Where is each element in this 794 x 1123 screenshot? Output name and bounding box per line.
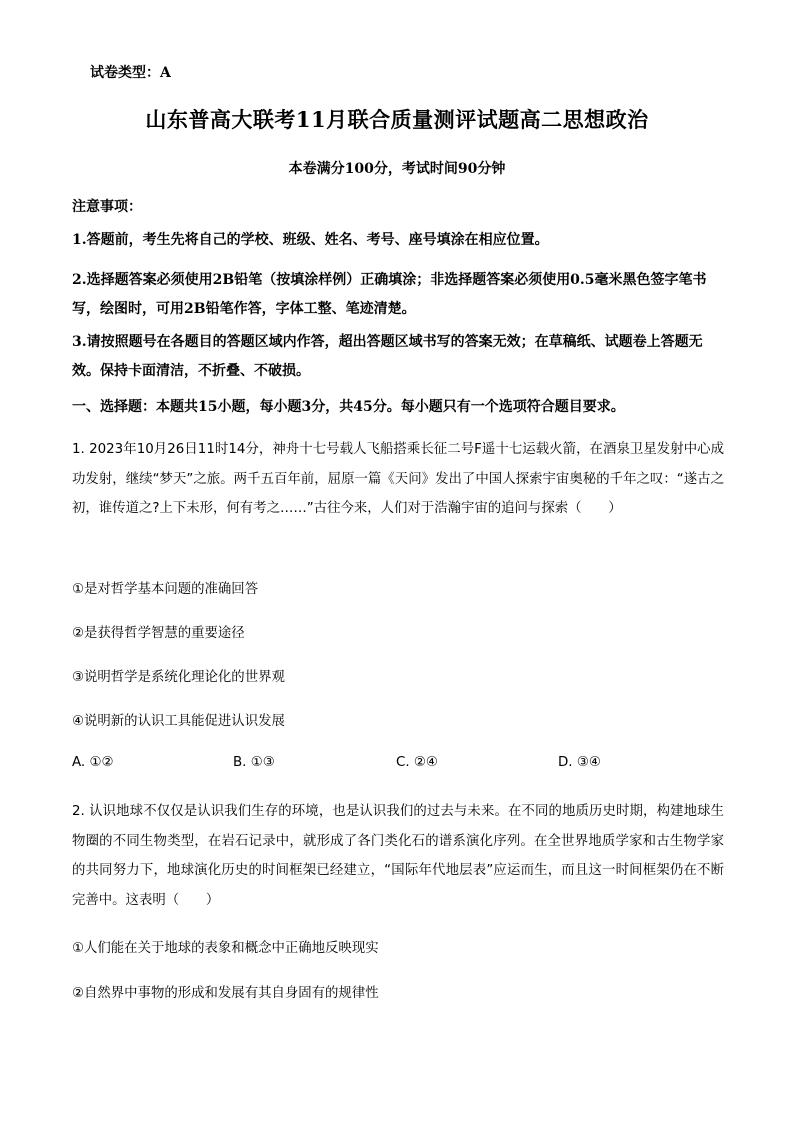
question-1-choice-b: B. ①③ [233,755,275,770]
question-1-choice-c: C. ②④ [396,755,438,770]
question-1-choice-a: A. ①② [72,755,114,770]
question-1-statement-1: ①是对哲学基本问题的准确回答 [72,582,259,597]
note-item-3: 3.请按照题号在各题目的答题区域内作答，超出答题区域书写的答案无效；在草稿纸、试题卷上答题无效。保持卡面清洁，不折叠、不破损。 [72,334,703,379]
question-1-statement-3: ③说明哲学是系统化理论化的世界观 [72,670,285,685]
note-item-1: 1.答题前，考生先将自己的学校、班级、姓名、考号、座号填涂在相应位置。 [72,232,549,248]
question-2-statement-2: ②自然界中事物的形成和发展有其自身固有的规律性 [72,986,379,1001]
question-1-statement-4: ④说明新的认识工具能促进认识发展 [72,714,285,729]
exam-type-label: 试卷类型：A [90,65,171,81]
exam-subtitle: 本卷满分100分，考试时间90分钟 [288,161,506,177]
section-heading: 一、选择题：本题共15小题，每小题3分，共45分。每小题只有一个选项符合题目要求。 [72,399,625,415]
question-1-statement-2: ②是获得哲学智慧的重要途径 [72,626,245,641]
note-item-2: 2.选择题答案必须使用2B铅笔（按填涂样例）正确填涂；非选择题答案必须使用0.5毫米黑色签字笔书写，绘图时，可用2B铅笔作答，字体工整、笔迹清楚。 [72,272,707,317]
question-2-stem: 2. 认识地球不仅仅是认识我们生存的环境，也是认识我们的过去与未来。在不同的地质历史时期，构建地球生物圈的不同生物类型，在岩石记录中，就形成了各门类化石的谱系演化序列。在全世界地质学家和古生物学家的共同努力下，地球演化历史的时间框架已经建立，“国际年代地层表”应运而生，而且这一时间框架仍在不断完善中。这表明（ ） [72,804,724,908]
notes-heading: 注意事项： [72,199,142,215]
page-title: 山东普高大联考11月联合质量测评试题高二思想政治 [145,107,649,132]
question-1-stem: 1. 2023年10月26日11时14分，神舟十七号载人飞船搭乘长征二号F遥十七运载火箭，在酒泉卫星发射中心成功发射，继续“梦天”之旅。两千五百年前，屈原一篇《天问》发出了中国人探索宇宙奥秘的千年之叹：“遂古之初，谁传道之?上下未形，何有考之……”古往今来，人们对于浩瀚宇宙的追问与探索（ ） [72,442,724,516]
question-1-choice-d: D. ③④ [558,755,601,770]
question-2-statement-1: ①人们能在关于地球的表象和概念中正确地反映现实 [72,941,379,956]
